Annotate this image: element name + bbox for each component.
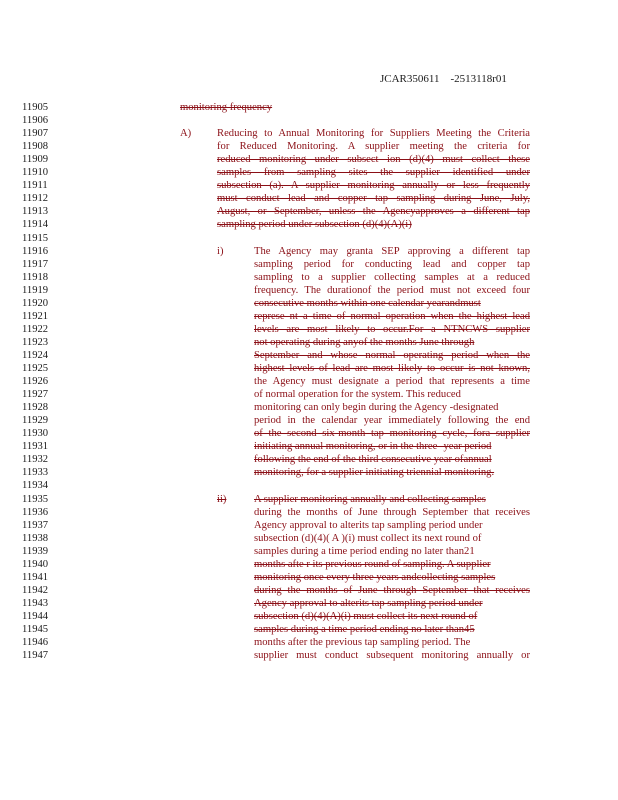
- line-number: 11933: [22, 467, 49, 479]
- document-line: [0, 571, 618, 584]
- line-number: 11914: [22, 219, 49, 231]
- line-text: samples during a time period ending no later than21: [254, 545, 475, 557]
- document-line: [0, 166, 618, 179]
- document-line: [0, 506, 618, 519]
- line-number: 11916: [22, 245, 49, 257]
- line-text: Agency approval to alterits tap sampling period under: [254, 519, 483, 531]
- document-line: [0, 453, 618, 466]
- deleted-text: A supplier monitoring annually and collecting samples: [254, 493, 486, 505]
- line-number: 11940: [22, 558, 49, 570]
- line-number: 11920: [22, 297, 49, 309]
- deleted-text: months afte r its previous round of sampling. A supplier: [254, 558, 491, 570]
- document-line: [0, 323, 618, 336]
- document-line: [0, 414, 618, 427]
- deleted-text: reduced monitoring under subsect ion (d)(4) must collect these: [217, 154, 530, 166]
- document-line: [0, 205, 618, 218]
- deleted-text: subsection (d)(4)(A)(i) must collect its next round of: [254, 610, 478, 622]
- line-number: 11910: [22, 167, 49, 179]
- deleted-text: levels are most likely to occur.For a NTNCWS supplier: [254, 323, 530, 335]
- line-number: 11913: [22, 206, 49, 218]
- deleted-text: monitoring once every three years andcollecting samples: [254, 571, 496, 583]
- document-line: [0, 232, 618, 245]
- line-text: Reducing to Annual Monitoring for Suppliers Meeting the Criteria: [217, 128, 530, 140]
- line-number: 11932: [22, 454, 49, 466]
- document-line: [0, 623, 618, 636]
- deleted-text: monitoring, for a supplier initiating triennial monitoring.: [254, 467, 495, 479]
- deleted-text: must conduct lead and copper tap sampling during June, July,: [217, 193, 530, 205]
- deleted-text: September and whose normal operating period when the: [254, 349, 530, 361]
- document-line: [0, 375, 618, 388]
- document-line: [0, 310, 618, 323]
- document-line: [0, 636, 618, 649]
- line-number: 11908: [22, 141, 49, 153]
- line-number: 11942: [22, 584, 49, 596]
- line-number: 11927: [22, 389, 49, 401]
- line-number: 11906: [22, 115, 49, 127]
- deleted-text: monitoring frequency: [180, 102, 273, 113]
- line-number: 11929: [22, 415, 49, 427]
- line-number: 11923: [22, 336, 49, 348]
- line-number: 11931: [22, 441, 49, 453]
- line-number: 11936: [22, 506, 49, 518]
- document-line: [0, 479, 618, 492]
- line-number: 11937: [22, 519, 49, 531]
- document-line: [0, 336, 618, 349]
- deleted-text: initiating annual monitoring, or in the three -year period: [254, 441, 492, 453]
- line-text: monitoring can only begin during the Agency -designated: [254, 402, 499, 414]
- line-number: 11912: [22, 193, 49, 205]
- line-text: sampling to a supplier collecting samples at a reduced: [254, 271, 530, 283]
- deleted-text: sampling period under subsection (d)(4)(A)(i): [217, 219, 412, 231]
- deleted-text: highest levels of lead are most likely to occur is not known,: [254, 363, 530, 374]
- document-line: [0, 101, 618, 114]
- line-text: supplier must conduct subsequent monitoring annually or: [254, 650, 530, 662]
- document-line: [0, 545, 618, 558]
- document-line: [0, 349, 618, 362]
- document-line: [0, 153, 618, 166]
- document-line: [0, 558, 618, 571]
- document-line: [0, 114, 618, 127]
- document-line: [0, 401, 618, 414]
- document-line: [0, 466, 618, 479]
- deleted-text: samples from sampling sites the supplier identified under: [217, 167, 530, 179]
- line-number: 11922: [22, 323, 49, 335]
- line-number: 11915: [22, 232, 49, 244]
- line-number: 11930: [22, 428, 49, 440]
- list-marker: A): [180, 128, 192, 140]
- document-line: [0, 297, 618, 310]
- line-text: of normal operation for the system. This reduced: [254, 389, 461, 401]
- deleted-text: during the months of June through September that receives: [254, 584, 530, 596]
- line-text: period in the calendar year immediately following the end: [254, 415, 530, 427]
- deleted-text: represe nt a time of normal operation when the highest lead: [254, 310, 530, 322]
- list-marker: ii): [217, 493, 227, 505]
- line-number: 11928: [22, 402, 49, 414]
- line-text: months after the previous tap sampling period. The: [254, 637, 471, 649]
- deleted-text: consecutive months within one calendar yearandmust: [254, 297, 481, 309]
- document-line: [0, 127, 618, 140]
- line-number: 11911: [22, 180, 48, 192]
- line-text: during the months of June through September that receives: [254, 506, 530, 518]
- line-number: 11939: [22, 545, 49, 557]
- line-number: 11905: [22, 102, 49, 113]
- document-line: [0, 362, 618, 375]
- line-number: 11909: [22, 154, 49, 166]
- document-line: [0, 597, 618, 610]
- document-line: [0, 427, 618, 440]
- document-line: [0, 218, 618, 231]
- document-line: [0, 179, 618, 192]
- document-line: [0, 284, 618, 297]
- line-number: 11935: [22, 493, 49, 505]
- line-number: 11934: [22, 480, 49, 492]
- deleted-text: Agency approval to alterits tap sampling period under: [254, 597, 483, 609]
- document-line: [0, 440, 618, 453]
- line-number: 11941: [22, 571, 49, 583]
- line-number: 11926: [22, 376, 49, 388]
- line-text: the Agency must designate a period that represents a time: [254, 376, 530, 388]
- deleted-text: not operating during anyof the months June through: [254, 336, 475, 348]
- line-number: 11945: [22, 624, 49, 635]
- line-number: 11924: [22, 349, 49, 361]
- line-text: for Reduced Monitoring. A supplier meeting the criteria for: [217, 141, 530, 153]
- deleted-text: subsection (a). A supplier monitoring annually or less frequently: [217, 180, 530, 192]
- document-line: [0, 192, 618, 205]
- line-text: frequency. The durationof the period must not exceed four: [254, 284, 530, 296]
- deleted-text: August, or September, unless the Agencyapproves a different tap: [217, 206, 530, 218]
- document-line: [0, 493, 618, 506]
- line-text: The Agency may granta SEP approving a different tap: [254, 245, 530, 257]
- line-number: 11925: [22, 363, 49, 374]
- deleted-text: samples during a time period ending no later than45: [254, 624, 475, 635]
- list-marker: i): [217, 245, 224, 257]
- document-line: [0, 140, 618, 153]
- document-line: [0, 584, 618, 597]
- document-line: [0, 245, 618, 258]
- document-line: [0, 519, 618, 532]
- deleted-text: following the end of the third consecutive year ofannual: [254, 454, 492, 466]
- deleted-text: of the second six-month tap monitoring cycle, fora supplier: [254, 428, 530, 440]
- line-number: 11947: [22, 650, 49, 662]
- line-number: 11944: [22, 610, 49, 622]
- document-line: [0, 610, 618, 623]
- line-number: 11917: [22, 258, 49, 270]
- line-number: 11946: [22, 637, 49, 649]
- line-number: 11921: [22, 310, 49, 322]
- line-number: 11938: [22, 532, 49, 544]
- line-number: 11907: [22, 128, 49, 140]
- document-line: [0, 388, 618, 401]
- document-line: [0, 271, 618, 284]
- document-header-code: JCAR350611 -2513118r01: [380, 73, 507, 85]
- line-text: sampling period for conducting lead and copper tap: [254, 258, 530, 270]
- document-line: [0, 258, 618, 271]
- document-line: [0, 532, 618, 545]
- document-line: [0, 649, 618, 662]
- line-text: subsection (d)(4)( A )(i) must collect its next round of: [254, 532, 482, 544]
- line-number: 11918: [22, 271, 49, 283]
- line-number: 11943: [22, 597, 49, 609]
- line-number: 11919: [22, 284, 49, 296]
